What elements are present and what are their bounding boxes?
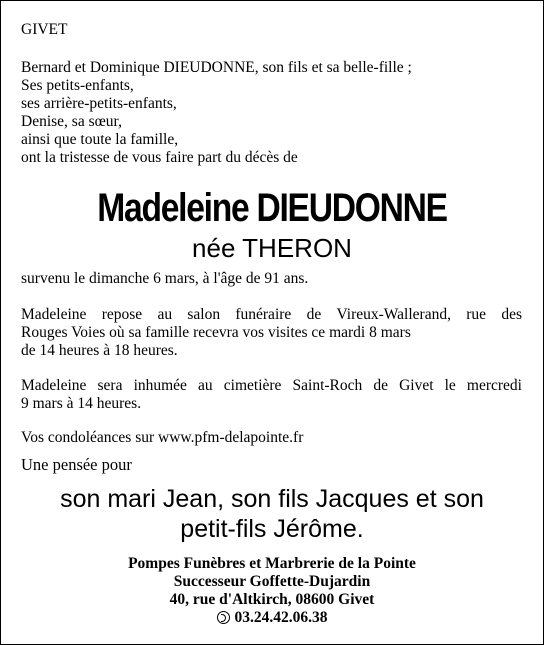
rest-word: salon bbox=[187, 306, 221, 323]
burial-word: Givet bbox=[399, 377, 434, 394]
thought-line-1: son mari Jean, son fils Jacques et son bbox=[60, 485, 484, 513]
intro-line-5: ainsi que toute la famille, bbox=[21, 131, 179, 148]
burial-word: Madeleine bbox=[21, 377, 87, 394]
funeral-home-name: Pompes Funèbres et Marbrerie de la Pointe bbox=[128, 555, 416, 572]
rest-word: repose bbox=[101, 306, 143, 323]
rest-word: Vireux-Wallerand, bbox=[336, 306, 451, 323]
city-header: GIVET bbox=[21, 21, 68, 38]
burial-line-2: 9 mars à 14 heures. bbox=[21, 395, 142, 412]
burial-word: mercredi bbox=[466, 377, 522, 394]
rest-word: funéraire bbox=[235, 306, 292, 323]
intro-line-1: Bernard et Dominique DIEUDONNE, son fils et sa belle-fille ; bbox=[21, 59, 412, 76]
thought-line-2: petit-fils Jérôme. bbox=[180, 515, 364, 543]
maiden-name: née THERON bbox=[192, 233, 352, 263]
intro-line-4: Denise, sa sœur, bbox=[21, 113, 122, 130]
rest-word: des bbox=[501, 306, 522, 323]
rest-word: de bbox=[306, 306, 322, 323]
burial-word: le bbox=[444, 377, 456, 394]
funeral-home-phone-line bbox=[0, 609, 544, 627]
condolences-line: Vos condoléances sur www.pfm-delapointe.fr bbox=[21, 429, 304, 446]
intro-line-2: Ses petits-enfants, bbox=[21, 77, 134, 94]
burial-word: sera bbox=[97, 377, 123, 394]
funeral-home-successor: Successeur Goffette-Dujardin bbox=[173, 573, 371, 590]
phone-icon bbox=[217, 611, 230, 624]
thought-intro: Une pensée pour bbox=[21, 455, 132, 474]
burial-word: cimetière bbox=[223, 377, 282, 394]
deceased-name-text: Madeleine DIEUDONNE bbox=[97, 186, 447, 230]
intro-line-6: ont la tristesse de vous faire part du décès de bbox=[21, 149, 298, 166]
rest-word: Madeleine bbox=[21, 306, 87, 323]
funeral-home-phone: 03.24.42.06.38 bbox=[234, 609, 328, 626]
burial-word: au bbox=[198, 377, 213, 394]
rest-word: rue bbox=[466, 306, 487, 323]
burial-line-1 bbox=[21, 377, 522, 395]
intro-line-3: ses arrière-petits-enfants, bbox=[21, 95, 177, 112]
rest-line-3: de 14 heures à 18 heures. bbox=[21, 342, 178, 359]
rest-line-2: Rouges Voies où sa famille recevra vos visites ce mardi 8 mars bbox=[21, 324, 411, 341]
rest-word: au bbox=[157, 306, 173, 323]
burial-word: de bbox=[373, 377, 388, 394]
death-notice: survenu le dimanche 6 mars, à l'âge de 91 ans. bbox=[21, 270, 309, 287]
deceased-name bbox=[0, 186, 544, 230]
burial-word: Saint-Roch bbox=[292, 377, 363, 394]
burial-word: inhumée bbox=[133, 377, 187, 394]
funeral-home-address: 40, rue d'Altkirch, 08600 Givet bbox=[169, 591, 375, 608]
rest-line-1 bbox=[21, 306, 522, 324]
